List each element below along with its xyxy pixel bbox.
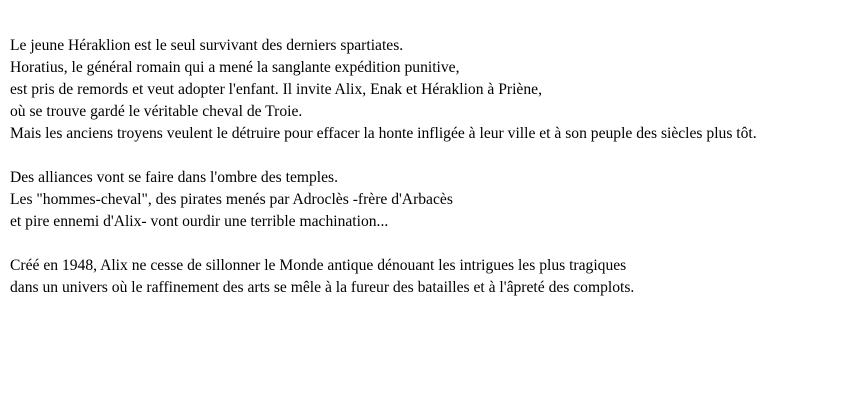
text-line: Mais les anciens troyens veulent le détruire pour effacer la honte infligée à leur ville et à son peuple des siècles plus tôt. <box>10 125 757 142</box>
paragraph-alliances <box>10 167 866 233</box>
text-line: où se trouve gardé le véritable cheval de Troie. <box>10 103 303 120</box>
text-line: et pire ennemi d'Alix- vont ourdir une terrible machination... <box>10 213 389 230</box>
text-line: Créé en 1948, Alix ne cesse de sillonner le Monde antique dénouant les intrigues les plus tragiques <box>10 257 627 274</box>
text-line: est pris de remords et veut adopter l'enfant. Il invite Alix, Enak et Héraklion à Priène, <box>10 81 542 98</box>
document-body <box>10 35 866 321</box>
text-line: Horatius, le général romain qui a mené la sanglante expédition punitive, <box>10 59 460 76</box>
paragraph-synopsis <box>10 35 866 145</box>
text-line: dans un univers où le raffinement des arts se mêle à la fureur des batailles et à l'âpreté des complots. <box>10 279 635 296</box>
text-line: Des alliances vont se faire dans l'ombre des temples. <box>10 169 339 186</box>
text-line: Les "hommes-cheval", des pirates menés par Adroclès -frère d'Arbacès <box>10 191 453 208</box>
paragraph-series-history <box>10 255 866 299</box>
text-line: Le jeune Héraklion est le seul survivant des derniers spartiates. <box>10 37 404 54</box>
